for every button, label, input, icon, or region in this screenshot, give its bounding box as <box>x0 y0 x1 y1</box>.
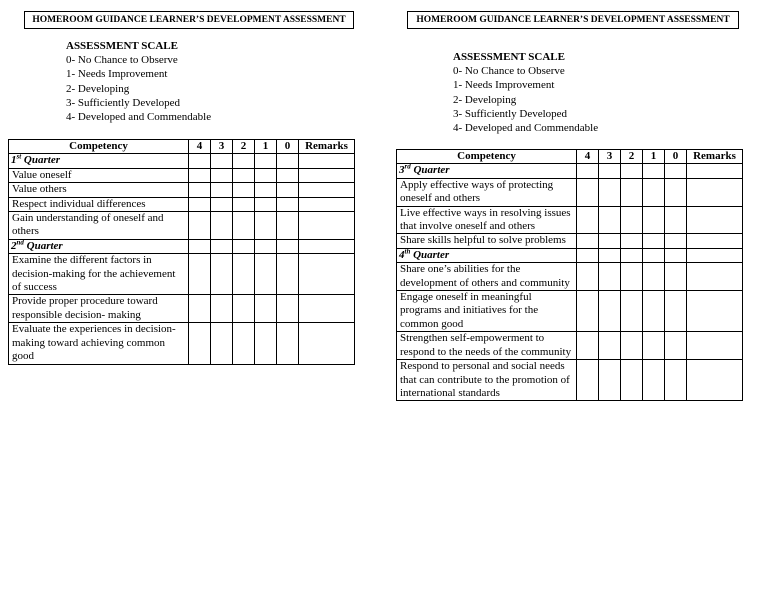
rating-cell[interactable] <box>665 206 687 234</box>
score-4-header: 4 <box>189 140 211 154</box>
table-row <box>9 197 355 211</box>
left-assessment-title: HOMEROOM GUIDANCE LEARNER’S DEVELOPMENT ASSESSMENT <box>24 11 354 29</box>
competency-text: Value oneself <box>9 168 189 182</box>
rating-cell[interactable] <box>621 263 643 291</box>
right-assessment-scale <box>453 50 598 135</box>
score-3-header: 3 <box>211 140 233 154</box>
remarks-cell[interactable] <box>299 295 355 323</box>
rating-cell[interactable] <box>643 332 665 360</box>
table-row <box>397 291 743 332</box>
competency-text: Share skills helpful to solve problems <box>397 234 577 248</box>
score-2-header: 2 <box>233 140 255 154</box>
score-0-header: 0 <box>665 150 687 164</box>
competency-header: Competency <box>397 150 577 164</box>
right-scale-item: 4- Developed and Commendable <box>453 122 599 135</box>
table-row <box>9 168 355 182</box>
rating-cell[interactable] <box>277 197 299 211</box>
rating-cell[interactable] <box>643 234 665 248</box>
rating-cell[interactable] <box>643 263 665 291</box>
score-3-header: 3 <box>599 150 621 164</box>
score-4-header: 4 <box>577 150 599 164</box>
right-scale-heading: ASSESSMENT SCALE <box>453 51 565 63</box>
remarks-cell[interactable] <box>687 332 743 360</box>
competency-header: Competency <box>9 140 189 154</box>
remarks-cell[interactable] <box>687 178 743 206</box>
right-scale-item: 2- Developing <box>453 93 517 106</box>
rating-cell[interactable] <box>189 254 211 295</box>
rating-cell[interactable] <box>255 168 277 182</box>
rating-cell[interactable] <box>665 360 687 401</box>
left-scale-item: 3- Sufficiently Developed <box>66 96 181 109</box>
remarks-header: Remarks <box>687 150 743 164</box>
score-1-header: 1 <box>643 150 665 164</box>
table-row <box>9 254 355 295</box>
rating-cell[interactable] <box>233 323 255 364</box>
rating-cell[interactable] <box>599 206 621 234</box>
table-row <box>9 212 355 240</box>
competency-text: Strengthen self-empowerment to respond to the needs of the community <box>397 332 577 360</box>
quarter-row <box>9 239 355 253</box>
competency-text: Respond to personal and social needs that can contribute to the promotion of international standards <box>397 360 577 401</box>
remarks-cell[interactable] <box>299 183 355 197</box>
rating-cell[interactable] <box>233 254 255 295</box>
rating-cell[interactable] <box>255 183 277 197</box>
rating-cell[interactable] <box>643 206 665 234</box>
rating-cell[interactable] <box>189 323 211 364</box>
rating-cell[interactable] <box>665 332 687 360</box>
rating-cell[interactable] <box>189 183 211 197</box>
rating-cell[interactable] <box>255 295 277 323</box>
competency-text: Evaluate the experiences in decision-making toward achieving common good <box>9 323 189 364</box>
table-row <box>397 332 743 360</box>
rating-cell[interactable] <box>621 178 643 206</box>
table-row <box>397 263 743 291</box>
competency-text: Provide proper procedure toward responsible decision- making <box>9 295 189 323</box>
left-scale-item: 0- No Chance to Observe <box>66 54 178 67</box>
rating-cell[interactable] <box>621 332 643 360</box>
rating-cell[interactable] <box>233 212 255 240</box>
table-row <box>9 323 355 364</box>
competency-text: Respect individual differences <box>9 197 189 211</box>
table-row <box>397 360 743 401</box>
rating-cell[interactable] <box>599 332 621 360</box>
rating-cell[interactable] <box>577 178 599 206</box>
table-row <box>397 206 743 234</box>
table-row <box>9 183 355 197</box>
right-scale-item: 1- Needs Improvement <box>453 79 555 92</box>
quarter-row <box>9 154 355 168</box>
remarks-cell[interactable] <box>299 168 355 182</box>
remarks-cell[interactable] <box>687 263 743 291</box>
rating-cell[interactable] <box>577 263 599 291</box>
remarks-cell[interactable] <box>299 254 355 295</box>
rating-cell[interactable] <box>643 178 665 206</box>
rating-cell[interactable] <box>577 234 599 248</box>
rating-cell[interactable] <box>255 254 277 295</box>
table-header-row <box>9 140 355 154</box>
rating-cell[interactable] <box>255 212 277 240</box>
competency-text: Apply effective ways of protecting oneself and others <box>397 178 577 206</box>
rating-cell[interactable] <box>211 323 233 364</box>
competency-text: Engage oneself in meaningful programs and initiatives for the common good <box>397 291 577 332</box>
remarks-cell[interactable] <box>687 206 743 234</box>
rating-cell[interactable] <box>599 360 621 401</box>
rating-cell[interactable] <box>621 234 643 248</box>
quarter-label-3rd: 3rd Quarter <box>397 164 577 178</box>
remarks-cell[interactable] <box>687 234 743 248</box>
rating-cell[interactable] <box>643 360 665 401</box>
rating-cell[interactable] <box>621 206 643 234</box>
left-scale-heading: ASSESSMENT SCALE <box>66 40 178 52</box>
right-competency-table <box>396 149 743 401</box>
left-assessment-scale <box>66 39 211 124</box>
competency-text: Value others <box>9 183 189 197</box>
rating-cell[interactable] <box>665 234 687 248</box>
competency-text: Gain understanding of oneself and others <box>9 212 189 240</box>
remarks-cell[interactable] <box>299 197 355 211</box>
rating-cell[interactable] <box>599 234 621 248</box>
rating-cell[interactable] <box>233 168 255 182</box>
rating-cell[interactable] <box>277 295 299 323</box>
rating-cell[interactable] <box>665 291 687 332</box>
rating-cell[interactable] <box>277 212 299 240</box>
rating-cell[interactable] <box>577 360 599 401</box>
remarks-cell[interactable] <box>299 323 355 364</box>
quarter-row <box>397 164 743 178</box>
left-scale-item: 1- Needs Improvement <box>66 68 168 81</box>
rating-cell[interactable] <box>211 212 233 240</box>
rating-cell[interactable] <box>211 183 233 197</box>
rating-cell[interactable] <box>189 295 211 323</box>
rating-cell[interactable] <box>577 332 599 360</box>
quarter-row <box>397 248 743 262</box>
rating-cell[interactable] <box>233 197 255 211</box>
rating-cell[interactable] <box>211 197 233 211</box>
table-row <box>397 234 743 248</box>
rating-cell[interactable] <box>277 254 299 295</box>
table-row <box>9 295 355 323</box>
remarks-cell[interactable] <box>299 212 355 240</box>
rating-cell[interactable] <box>621 360 643 401</box>
right-scale-item: 3- Sufficiently Developed <box>453 107 568 120</box>
rating-cell[interactable] <box>211 254 233 295</box>
rating-cell[interactable] <box>189 197 211 211</box>
rating-cell[interactable] <box>255 197 277 211</box>
rating-cell[interactable] <box>599 291 621 332</box>
score-0-header: 0 <box>277 140 299 154</box>
score-1-header: 1 <box>255 140 277 154</box>
rating-cell[interactable] <box>211 295 233 323</box>
left-scale-item: 4- Developed and Commendable <box>66 111 212 124</box>
rating-cell[interactable] <box>599 178 621 206</box>
right-scale-item: 0- No Chance to Observe <box>453 65 565 78</box>
rating-cell[interactable] <box>665 178 687 206</box>
competency-text: Live effective ways in resolving issues that involve oneself and others <box>397 206 577 234</box>
table-row <box>397 178 743 206</box>
rating-cell[interactable] <box>189 168 211 182</box>
rating-cell[interactable] <box>599 263 621 291</box>
rating-cell[interactable] <box>577 291 599 332</box>
rating-cell[interactable] <box>665 263 687 291</box>
rating-cell[interactable] <box>277 168 299 182</box>
competency-text: Share one’s abilities for the development of others and community <box>397 263 577 291</box>
table-header-row <box>397 150 743 164</box>
rating-cell[interactable] <box>233 183 255 197</box>
quarter-label-1st: 1st Quarter <box>9 154 189 168</box>
quarter-label-4th: 4th Quarter <box>397 248 577 262</box>
rating-cell[interactable] <box>233 295 255 323</box>
left-scale-item: 2- Developing <box>66 82 130 95</box>
rating-cell[interactable] <box>189 212 211 240</box>
remarks-cell[interactable] <box>687 360 743 401</box>
rating-cell[interactable] <box>277 183 299 197</box>
competency-text: Examine the different factors in decision-making for the achievement of success <box>9 254 189 295</box>
rating-cell[interactable] <box>621 291 643 332</box>
rating-cell[interactable] <box>211 168 233 182</box>
left-competency-table <box>8 139 355 365</box>
right-assessment-title: HOMEROOM GUIDANCE LEARNER’S DEVELOPMENT ASSESSMENT <box>407 11 739 29</box>
remarks-cell[interactable] <box>687 291 743 332</box>
quarter-label-2nd: 2nd Quarter <box>9 239 189 253</box>
rating-cell[interactable] <box>255 323 277 364</box>
rating-cell[interactable] <box>577 206 599 234</box>
remarks-header: Remarks <box>299 140 355 154</box>
rating-cell[interactable] <box>277 323 299 364</box>
rating-cell[interactable] <box>643 291 665 332</box>
score-2-header: 2 <box>621 150 643 164</box>
